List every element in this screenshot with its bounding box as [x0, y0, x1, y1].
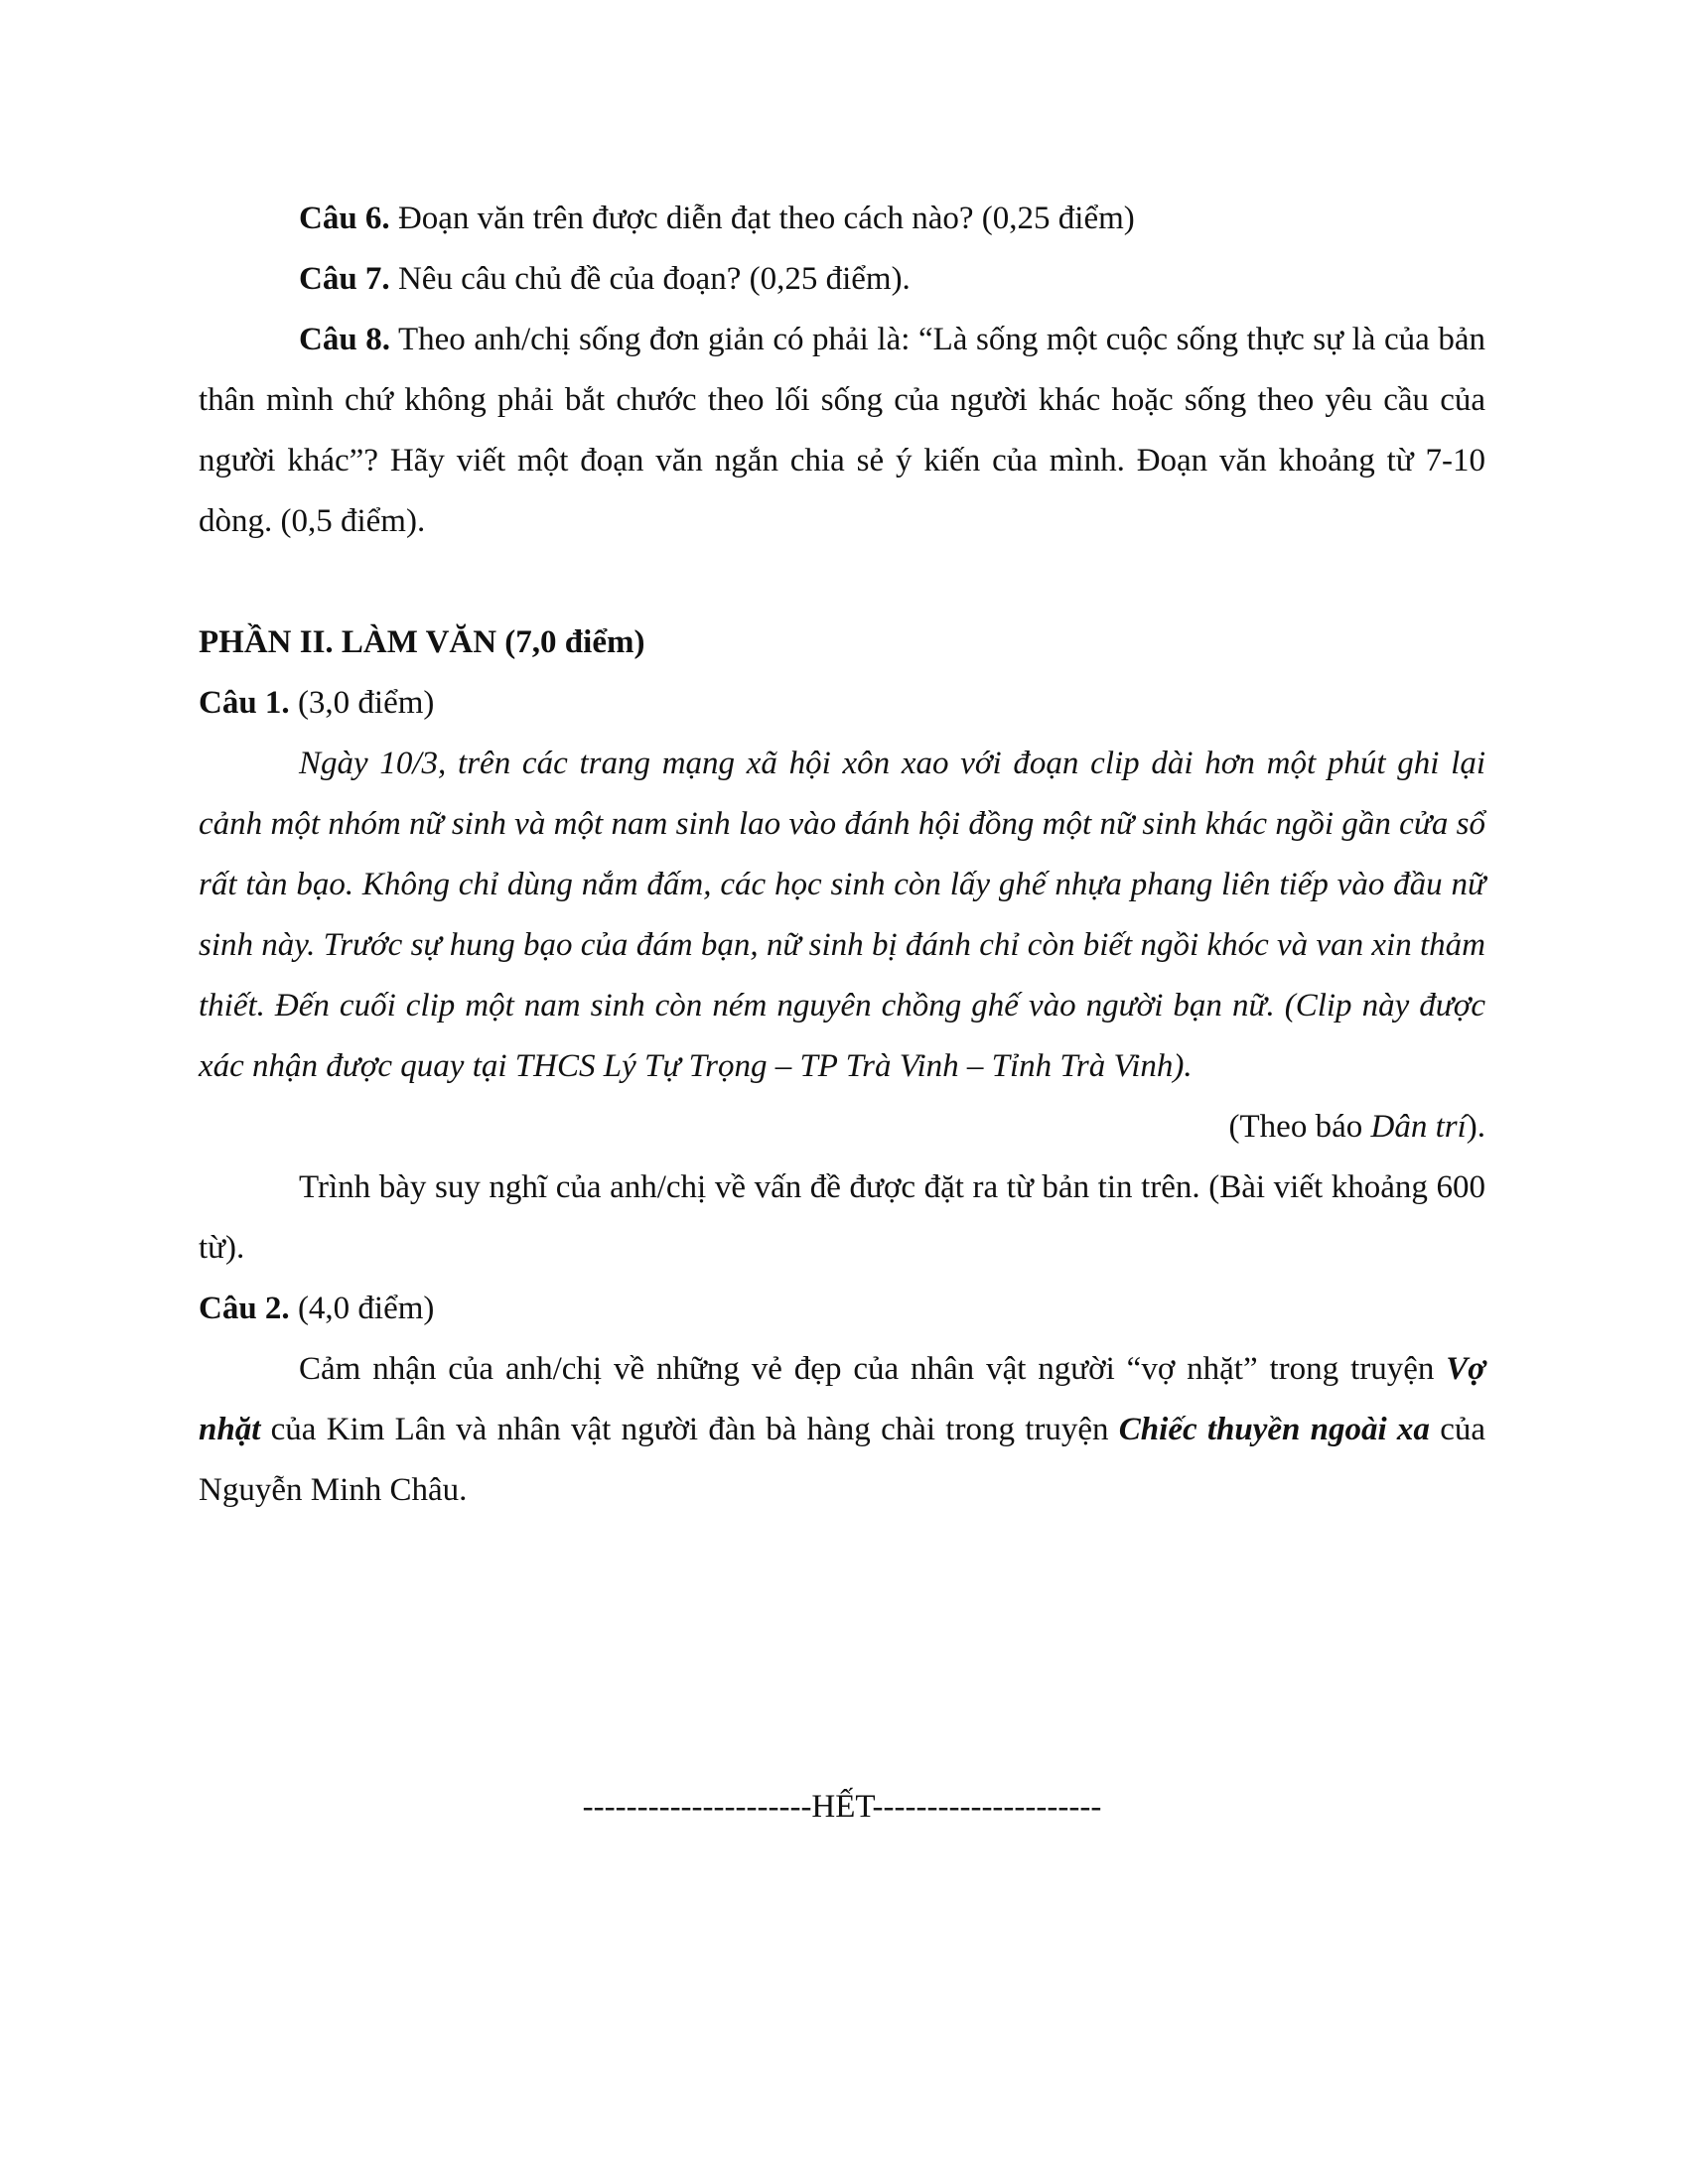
- part2-question-2-text-3: của Nguyễn Minh Châu.: [199, 1412, 1485, 1508]
- spacer: [199, 552, 1485, 613]
- news-source-suffix: ).: [1466, 1109, 1485, 1145]
- part2-question-2-task: [199, 1339, 1485, 1521]
- news-source-prefix: (Theo báo: [1228, 1109, 1371, 1145]
- question-8: [199, 310, 1485, 552]
- part2-question-2-text-1: Cảm nhận của anh/chị về những vẻ đẹp của nhân vật người “vợ nhặt” trong truyện: [299, 1351, 1447, 1387]
- part2-question-2-label: Câu 2.: [199, 1291, 290, 1326]
- work-title-chiec-thuyen: Chiếc thuyền ngoài xa: [1118, 1412, 1430, 1447]
- work-title-vo-nhat: Vợ nhặt: [199, 1351, 1485, 1447]
- part2-question-1-points: (3,0 điểm): [289, 685, 435, 721]
- part2-heading: PHẦN II. LÀM VĂN (7,0 điểm): [199, 624, 645, 660]
- question-6: [199, 189, 1485, 249]
- question-7-label: Câu 7.: [299, 261, 390, 297]
- question-8-label: Câu 8.: [299, 322, 390, 357]
- question-7-text: Nêu câu chủ đề của đoạn? (0,25 điểm).: [389, 261, 911, 297]
- part2-question-1-header: [199, 673, 1485, 734]
- part2-question-1-task: Trình bày suy nghĩ của anh/chị về vấn đề được đặt ra từ bản tin trên. (Bài viết khoảng 600 từ).: [199, 1169, 1485, 1266]
- part2-question-2-header: [199, 1279, 1485, 1339]
- question-6-text: Đoạn văn trên được diễn đạt theo cách nào? (0,25 điểm): [389, 201, 1135, 236]
- news-source-name: Dân trí: [1370, 1109, 1467, 1145]
- question-6-label: Câu 6.: [299, 201, 390, 236]
- news-source: [199, 1097, 1485, 1158]
- part2-question-1-label: Câu 1.: [199, 685, 290, 721]
- exam-page: [199, 189, 1485, 1521]
- question-7: [199, 249, 1485, 310]
- question-8-text: Theo anh/chị sống đơn giản có phải là: “Là sống một cuộc sống thực sự là của bản thân mình chứ không phải bắt chước theo lối sống của người khác hoặc sống theo yêu cầu của người khác”? Hãy viết một đoạn văn ngắn chia sẻ ý kiến của mình. Đoạn văn khoảng từ 7-10 dòng. (0,5 điểm).: [199, 322, 1485, 539]
- part2-question-2-text-2: của Kim Lân và nhân vật người đàn bà hàng chài trong truyện: [260, 1412, 1119, 1447]
- end-marker: ---------------------HẾT---------------------: [582, 1789, 1102, 1825]
- part2-question-2-points: (4,0 điểm): [289, 1291, 435, 1326]
- news-excerpt: Ngày 10/3, trên các trang mạng xã hội xôn xao với đoạn clip dài hơn một phút ghi lại cảnh một nhóm nữ sinh và một nam sinh lao vào đánh hội đồng một nữ sinh khác ngồi gần cửa sổ rất tàn bạo. Không chỉ dùng nắm đấm, các học sinh còn lấy ghế nhựa phang liên tiếp vào đầu nữ sinh này. Trước sự hung bạo của đám bạn, nữ sinh bị đánh chỉ còn biết ngồi khóc và van xin thảm thiết. Đến cuối clip một nam sinh còn ném nguyên chồng ghế vào người bạn nữ. (Clip này được xác nhận được quay tại THCS Lý Tự Trọng – TP Trà Vinh – Tỉnh Trà Vinh).: [199, 746, 1485, 1084]
